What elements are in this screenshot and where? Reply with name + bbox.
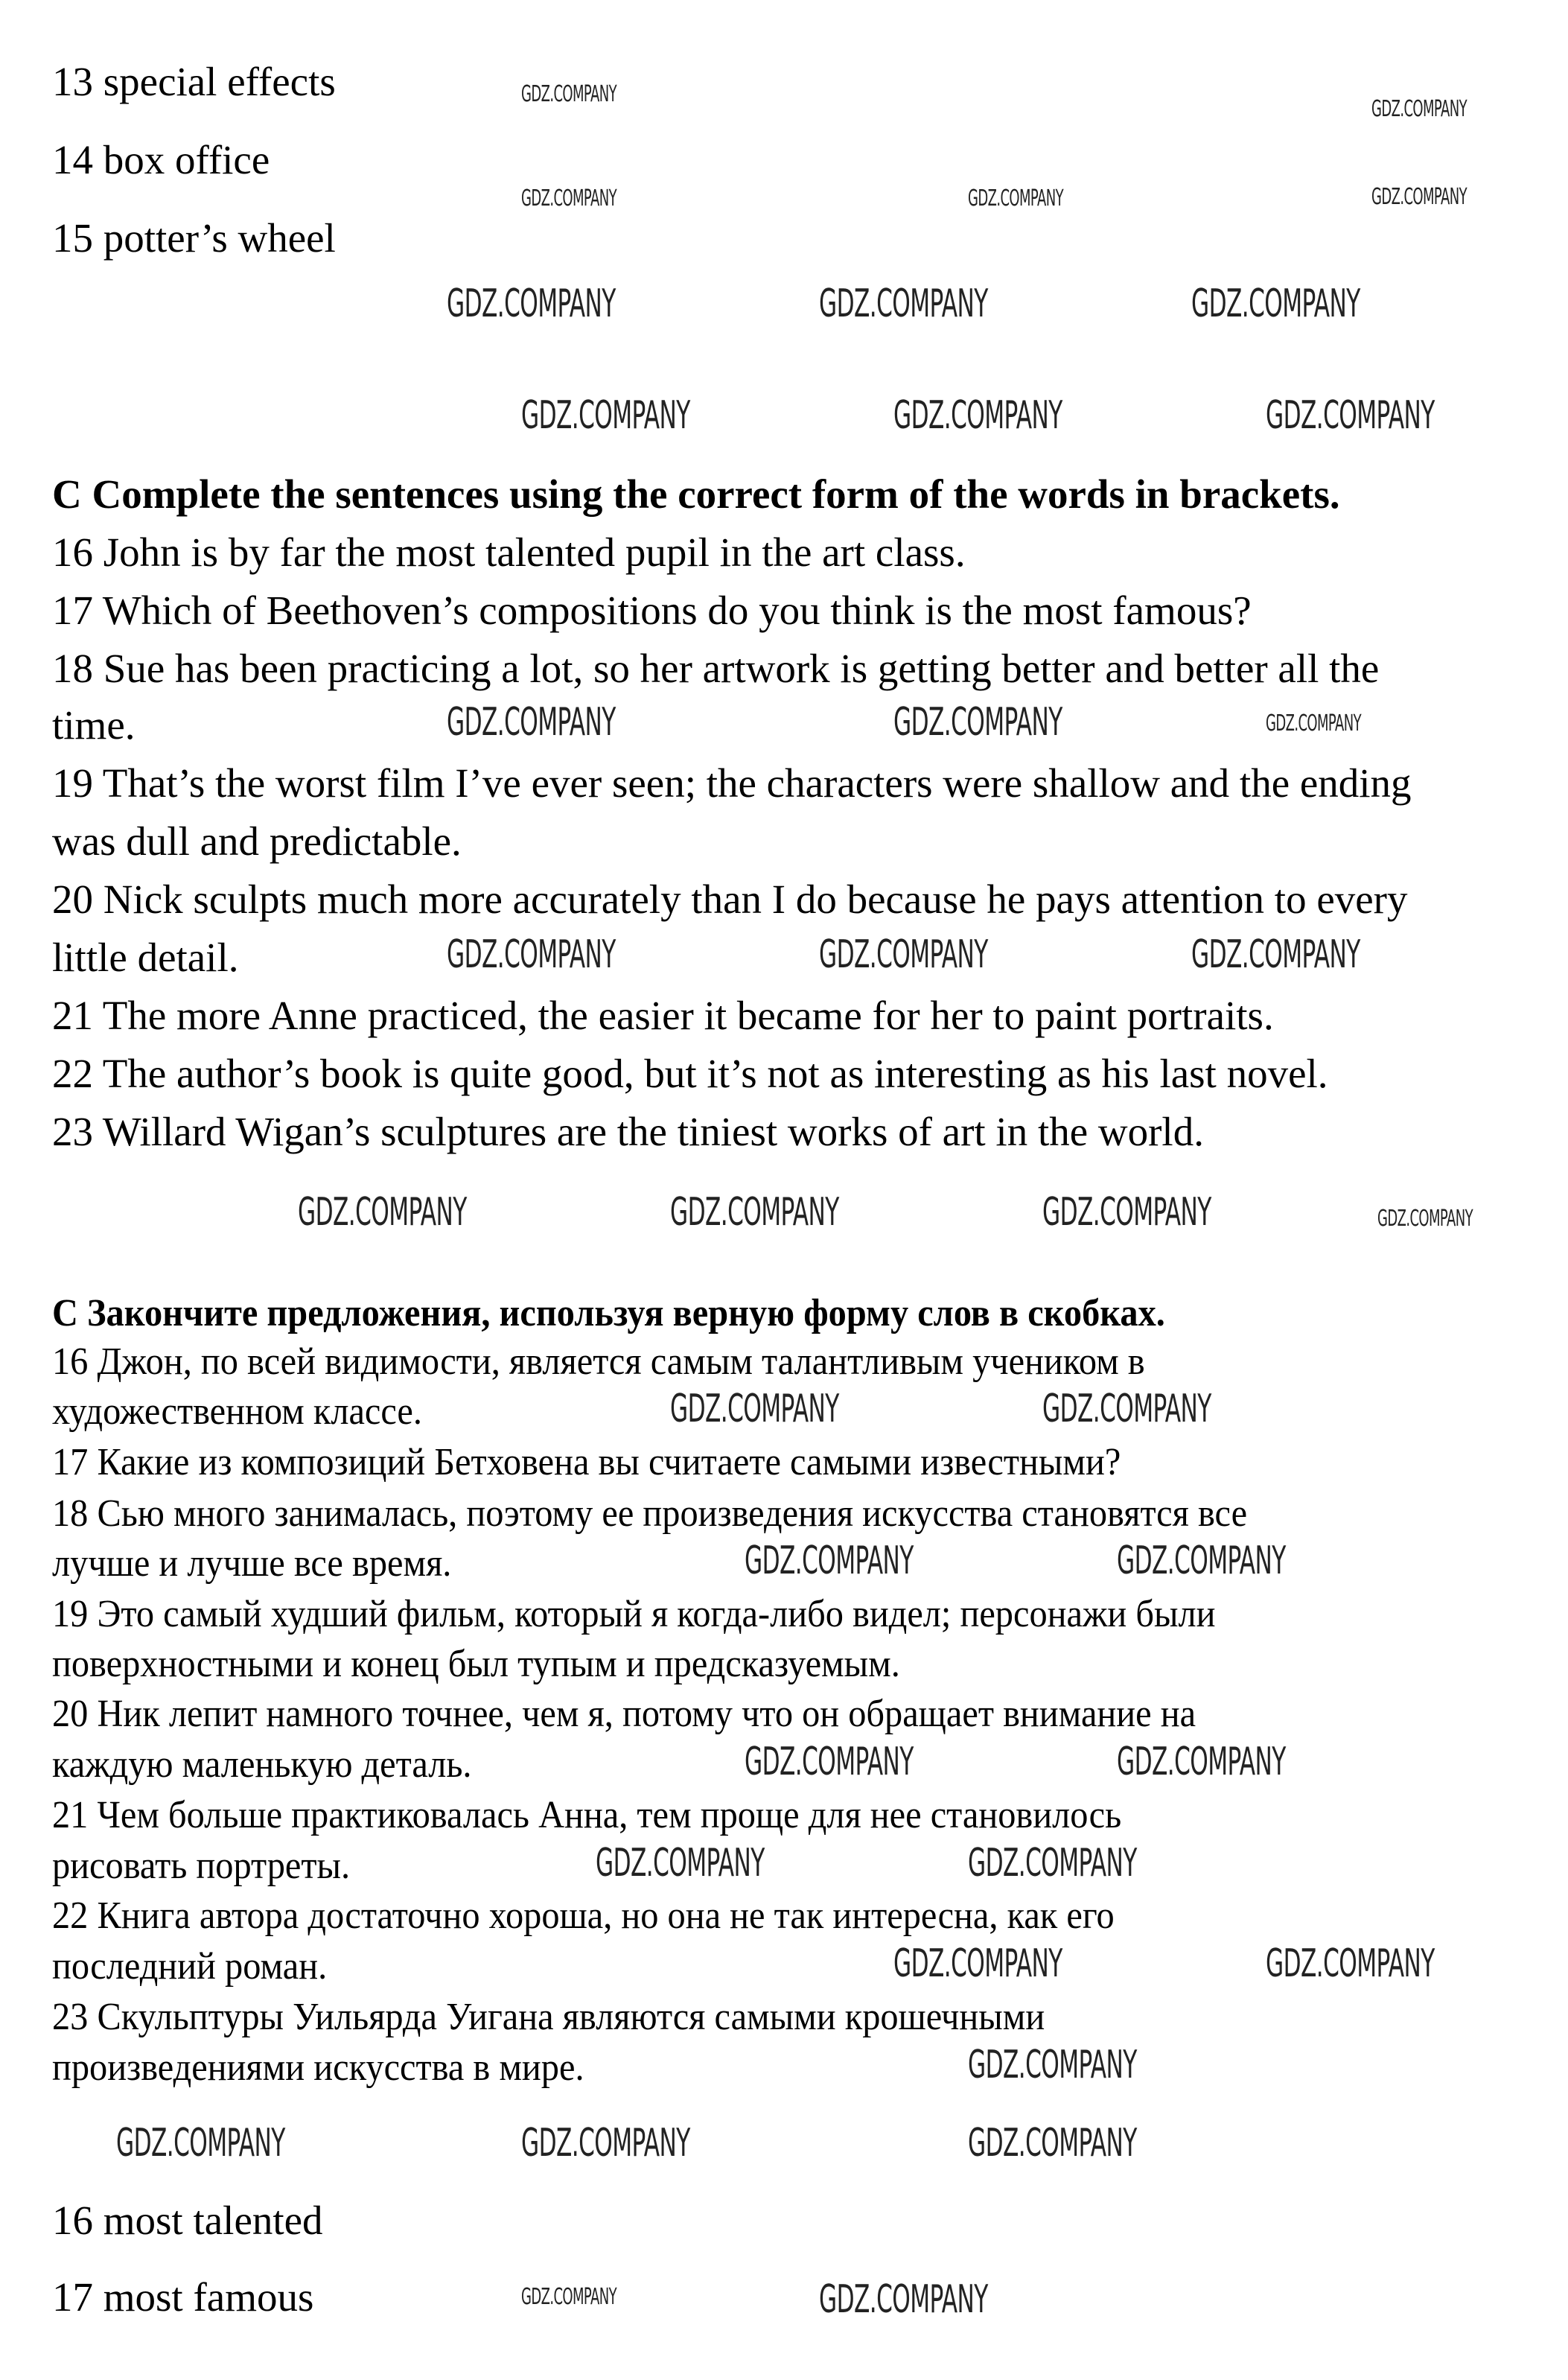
watermark: GDZ.COMPANY	[1377, 1206, 1473, 1232]
sentence-line: произведениями искусства в мире.	[52, 2046, 584, 2089]
sentence-line: 20 Ник лепит намного точнее, чем я, потому что он обращает внимание на	[52, 1693, 1196, 1735]
vocab-item: 14 box office	[52, 137, 270, 182]
watermark: GDZ.COMPANY	[1117, 1539, 1286, 1583]
sentence-line: рисовать портреты.	[52, 1845, 351, 1887]
sentence-line: лучше и лучше все время.	[52, 1542, 452, 1585]
watermark: GDZ.COMPANY	[447, 700, 616, 745]
watermark: GDZ.COMPANY	[1371, 184, 1467, 210]
watermark: GDZ.COMPANY	[447, 932, 616, 977]
watermark: GDZ.COMPANY	[968, 1841, 1137, 1886]
watermark: GDZ.COMPANY	[1266, 1941, 1435, 1986]
sentence-line: 16 Джон, по всей видимости, является самым талантливым учеником в	[52, 1340, 1145, 1383]
sentence-line: художественном классе.	[52, 1390, 422, 1433]
sentence-line: 17 Which of Beethoven’s compositions do you think is the most famous?	[52, 588, 1252, 633]
watermark: GDZ.COMPANY	[596, 1841, 765, 1886]
watermark: GDZ.COMPANY	[745, 1740, 914, 1784]
vocab-item: 15 potter’s wheel	[52, 215, 336, 261]
watermark: GDZ.COMPANY	[819, 932, 988, 977]
watermark: GDZ.COMPANY	[1042, 1190, 1211, 1235]
sentence-line: was dull and predictable.	[52, 818, 462, 864]
sentence-line: 23 Willard Wigan’s sculptures are the tiniest works of art in the world.	[52, 1109, 1204, 1154]
sentence-line: 16 John is by far the most talented pupil in the art class.	[52, 529, 966, 575]
watermark: GDZ.COMPANY	[893, 393, 1062, 438]
watermark: GDZ.COMPANY	[819, 281, 988, 326]
watermark: GDZ.COMPANY	[1371, 96, 1467, 122]
sentence-line: time.	[52, 702, 136, 748]
watermark: GDZ.COMPANY	[670, 1387, 839, 1431]
sentence-line: каждую маленькую деталь.	[52, 1743, 472, 1786]
watermark: GDZ.COMPANY	[1117, 1740, 1286, 1784]
watermark: GDZ.COMPANY	[521, 2284, 617, 2310]
answer-item: 16 most talented	[52, 2198, 323, 2243]
sentence-line: little detail.	[52, 935, 239, 980]
watermark: GDZ.COMPANY	[521, 2121, 690, 2166]
watermark: GDZ.COMPANY	[670, 1190, 839, 1235]
watermark: GDZ.COMPANY	[1266, 393, 1435, 438]
sentence-line: 21 The more Anne practiced, the easier it became for her to paint portraits.	[52, 993, 1274, 1038]
exercise-heading-en: C Complete the sentences using the correct form of the words in brackets.	[52, 471, 1340, 517]
watermark: GDZ.COMPANY	[968, 2121, 1137, 2166]
watermark: GDZ.COMPANY	[1042, 1387, 1211, 1431]
sentence-line: 17 Какие из композиций Бетховена вы считаете самыми известными?	[52, 1441, 1121, 1483]
sentence-line: последний роман.	[52, 1945, 328, 1988]
sentence-line: 22 The author’s book is quite good, but it’s not as interesting as his last novel.	[52, 1051, 1328, 1096]
answer-item: 17 most famous	[52, 2274, 314, 2320]
watermark: GDZ.COMPANY	[447, 281, 616, 326]
watermark: GDZ.COMPANY	[521, 393, 690, 438]
exercise-heading-ru: С Закончите предложения, используя верную форму слов в скобках.	[52, 1292, 1165, 1334]
watermark: GDZ.COMPANY	[968, 185, 1064, 211]
watermark: GDZ.COMPANY	[745, 1539, 914, 1583]
sentence-line: 23 Скульптуры Уильярда Уигана являются самыми крошечными	[52, 1996, 1045, 2038]
watermark: GDZ.COMPANY	[893, 1941, 1062, 1986]
sentence-line: 19 Это самый худший фильм, который я когда-либо видел; персонажи были	[52, 1593, 1216, 1635]
sentence-line: 18 Sue has been practicing a lot, so her artwork is getting better and better all the	[52, 646, 1380, 691]
sentence-line: 18 Сью много занималась, поэтому ее произведения искусства становятся все	[52, 1492, 1248, 1535]
sentence-line: 22 Книга автора достаточно хороша, но она не так интересна, как его	[52, 1894, 1115, 1937]
sentence-line: 19 That’s the worst film I’ve ever seen; the characters were shallow and the ending	[52, 760, 1412, 806]
watermark: GDZ.COMPANY	[298, 1190, 467, 1235]
watermark: GDZ.COMPANY	[1266, 710, 1362, 736]
sentence-line: 20 Nick sculpts much more accurately than I do because he pays attention to every	[52, 876, 1408, 922]
watermark: GDZ.COMPANY	[819, 2277, 988, 2322]
watermark: GDZ.COMPANY	[521, 185, 617, 211]
watermark: GDZ.COMPANY	[521, 81, 617, 107]
vocab-item: 13 special effects	[52, 59, 336, 104]
watermark: GDZ.COMPANY	[1191, 281, 1360, 326]
watermark: GDZ.COMPANY	[116, 2121, 285, 2166]
sentence-line: 21 Чем больше практиковалась Анна, тем проще для нее становилось	[52, 1794, 1122, 1836]
watermark: GDZ.COMPANY	[968, 2043, 1137, 2087]
watermark: GDZ.COMPANY	[893, 700, 1062, 745]
sentence-line: поверхностными и конец был тупым и предсказуемым.	[52, 1643, 900, 1685]
watermark: GDZ.COMPANY	[1191, 932, 1360, 977]
